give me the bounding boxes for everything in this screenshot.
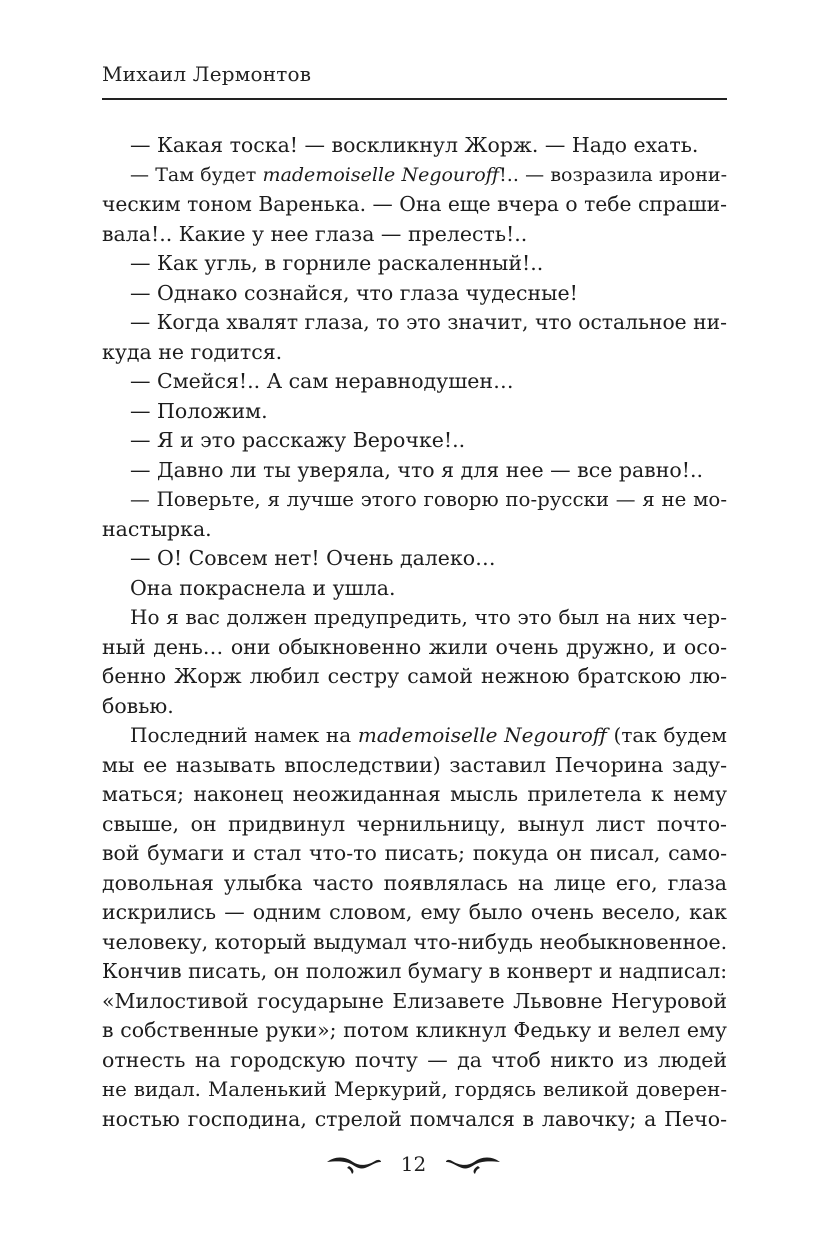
- text-line: искрились — одним словом, ему было очень весело, как: [102, 900, 727, 924]
- text-line: — О! Совсем нет! Очень далеко…: [130, 546, 496, 570]
- text-line: — Однако сознайся, что глаза чудесные!: [130, 280, 578, 305]
- text-line: Кончив писать, он положил бумагу в конверт и надписал:: [102, 959, 728, 983]
- running-title: Михаил Лермонтов: [102, 62, 312, 86]
- text-line: в собственные руки»; потом кликнул Федьку и велел ему: [102, 1018, 727, 1042]
- text-line: маться; наконец неожиданная мысль прилетела к нему: [102, 782, 727, 806]
- text-line: «Милостивой государыне Елизавете Львовне Негуровой: [102, 988, 727, 1013]
- flourish-left-icon: [325, 1153, 383, 1175]
- page-body-text: [102, 131, 727, 1134]
- page-number: 12: [400, 1152, 427, 1176]
- text-line: не видал. Маленький Меркурий, гордясь великой доверен-: [102, 1078, 727, 1101]
- text-line: человеку, который выдумал что-нибудь необыкновенное.: [102, 929, 728, 954]
- text-line: ческим тоном Варенька. — Она еще вчера о тебе спраши-: [102, 192, 727, 216]
- text-line: Она покраснела и ушла.: [130, 575, 396, 600]
- header-divider: [102, 98, 727, 100]
- text-line: — Как угль, в горниле раскаленный!..: [130, 251, 544, 275]
- text-line: куда не годится.: [102, 339, 283, 364]
- text-line: Но я вас должен предупредить, что это был на них чер-: [130, 605, 727, 629]
- text-line: ностью господина, стрелой помчался в лавочку; а Печо-: [102, 1106, 727, 1131]
- text-line: настырка.: [102, 516, 212, 541]
- text-line: Последний намек на mademoiselle Negouroff (так будем: [130, 723, 727, 747]
- text-line: — Я и это расскажу Верочке!..: [130, 428, 466, 452]
- text-line: свыше, он придвинул чернильницу, вынул лист почто-: [102, 811, 727, 836]
- text-line: ный день… они обыкновенно жили очень дружно, и осо-: [102, 634, 727, 659]
- text-line: довольная улыбка часто появлялась на лице его, глаза: [102, 870, 727, 895]
- flourish-right-icon: [444, 1153, 502, 1175]
- italic-phrase: mademoiselle Negouroff: [357, 723, 607, 747]
- text-line: бовью.: [102, 693, 174, 718]
- text-line: вала!.. Какие у нее глаза — прелесть!..: [102, 221, 528, 246]
- text-line: вой бумаги и стал что-то писать; покуда он писал, само-: [102, 841, 727, 865]
- text-line: — Давно ли ты уверяла, что я для нее — все равно!..: [130, 457, 703, 482]
- text-line: — Там будет mademoiselle Negouroff!.. — возразила ирони-: [130, 163, 727, 186]
- text-line: бенно Жорж любил сестру самой нежною братскою лю-: [102, 664, 727, 688]
- text-line: — Когда хвалят глаза, то это значит, что остальное ни-: [130, 310, 727, 334]
- text-line: — Положим.: [130, 398, 268, 423]
- text-line: отнесть на городскую почту — да чтоб никто из людей: [102, 1047, 727, 1072]
- text-line: — Смейся!.. А сам неравнодушен…: [130, 369, 514, 393]
- italic-phrase: mademoiselle Negouroff: [262, 163, 500, 186]
- text-line: мы ее называть впоследствии) заставил Печорина заду-: [102, 752, 727, 777]
- text-line: — Какая тоска! — воскликнул Жорж. — Надо ехать.: [130, 133, 699, 157]
- page-footer: [0, 1152, 827, 1176]
- text-line: — Поверьте, я лучше этого говорю по-русски — я не мо-: [130, 488, 727, 511]
